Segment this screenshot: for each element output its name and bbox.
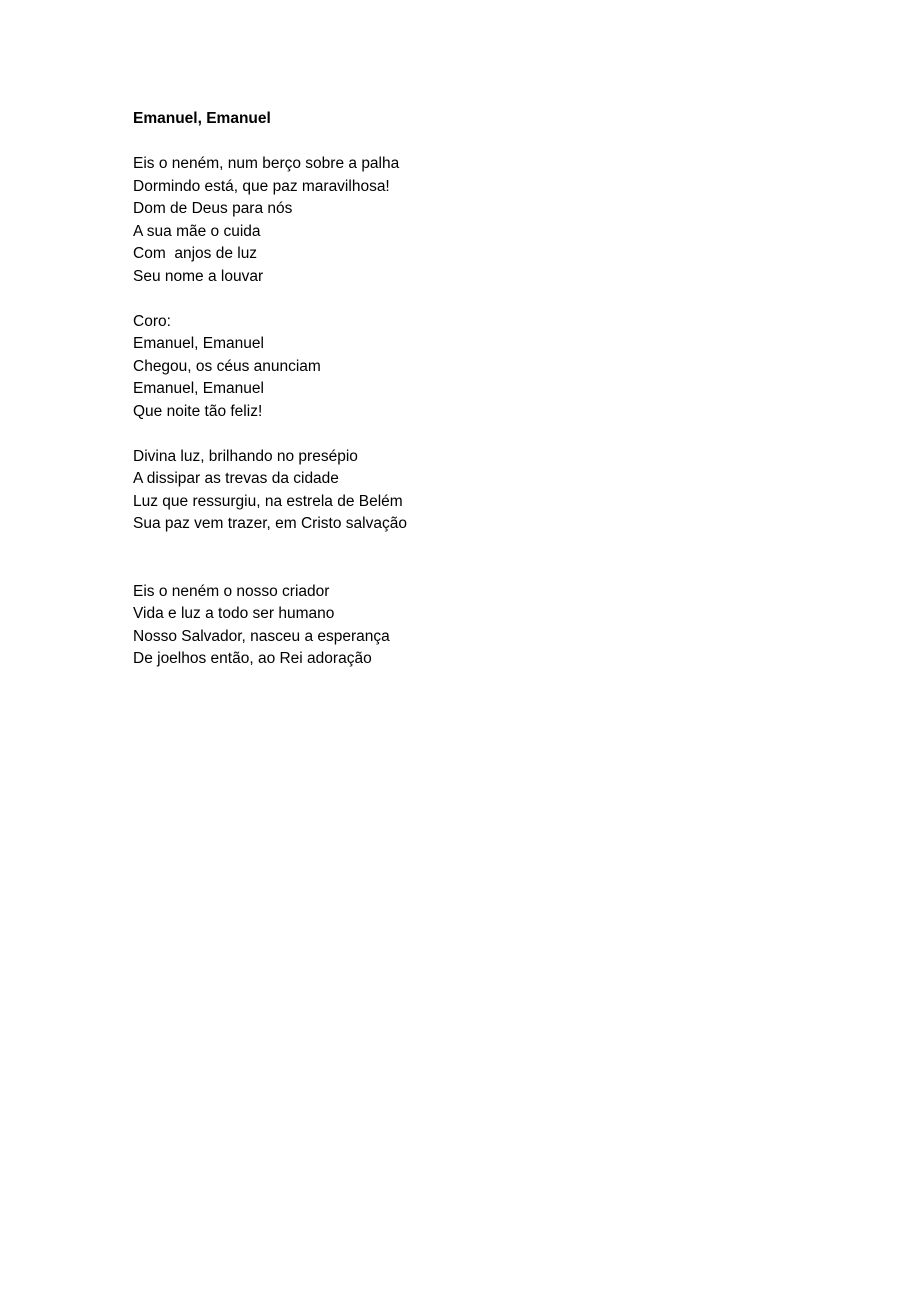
lyric-line: Que noite tão feliz! — [133, 402, 263, 420]
spacer — [133, 536, 833, 581]
lyric-line: Emanuel, Emanuel — [133, 335, 264, 352]
lyric-line: Emanuel, Emanuel — [133, 380, 264, 397]
lyric-line: Eis o neném o nosso criador — [133, 582, 330, 600]
stanza-1 — [133, 153, 833, 288]
lyric-line: Nosso Salvador, nasceu a esperança — [133, 627, 390, 645]
lyric-line: Luz que ressurgiu, na estrela de Belém — [133, 492, 403, 510]
lyric-line: Divina luz, brilhando no presépio — [133, 447, 358, 465]
lyric-line: Eis o neném, num berço sobre a palha — [133, 155, 400, 172]
lyric-line: De joelhos então, ao Rei adoração — [133, 650, 372, 667]
lyric-line: A sua mãe o cuida — [133, 222, 261, 240]
spacer — [133, 288, 833, 311]
spacer — [133, 423, 833, 446]
lyric-line: Dormindo está, que paz maravilhosa! — [133, 177, 390, 195]
stanza-2 — [133, 446, 833, 536]
lyric-line: Chegou, os céus anunciam — [133, 357, 321, 375]
stanza-3 — [133, 581, 833, 671]
stanza-chorus — [133, 311, 833, 424]
lyric-line: Vida e luz a todo ser humano — [133, 605, 335, 622]
spacer — [133, 131, 833, 154]
lyric-line: Dom de Deus para nós — [133, 200, 293, 217]
song-title: Emanuel, Emanuel — [133, 110, 271, 127]
lyric-line: Com anjos de luz — [133, 245, 258, 262]
lyric-line: Seu nome a louvar — [133, 267, 264, 285]
lyric-line: A dissipar as trevas da cidade — [133, 470, 339, 487]
lyric-line: Sua paz vem trazer, em Cristo salvação — [133, 515, 407, 532]
chorus-label: Coro: — [133, 312, 171, 330]
lyrics-body — [133, 108, 833, 671]
